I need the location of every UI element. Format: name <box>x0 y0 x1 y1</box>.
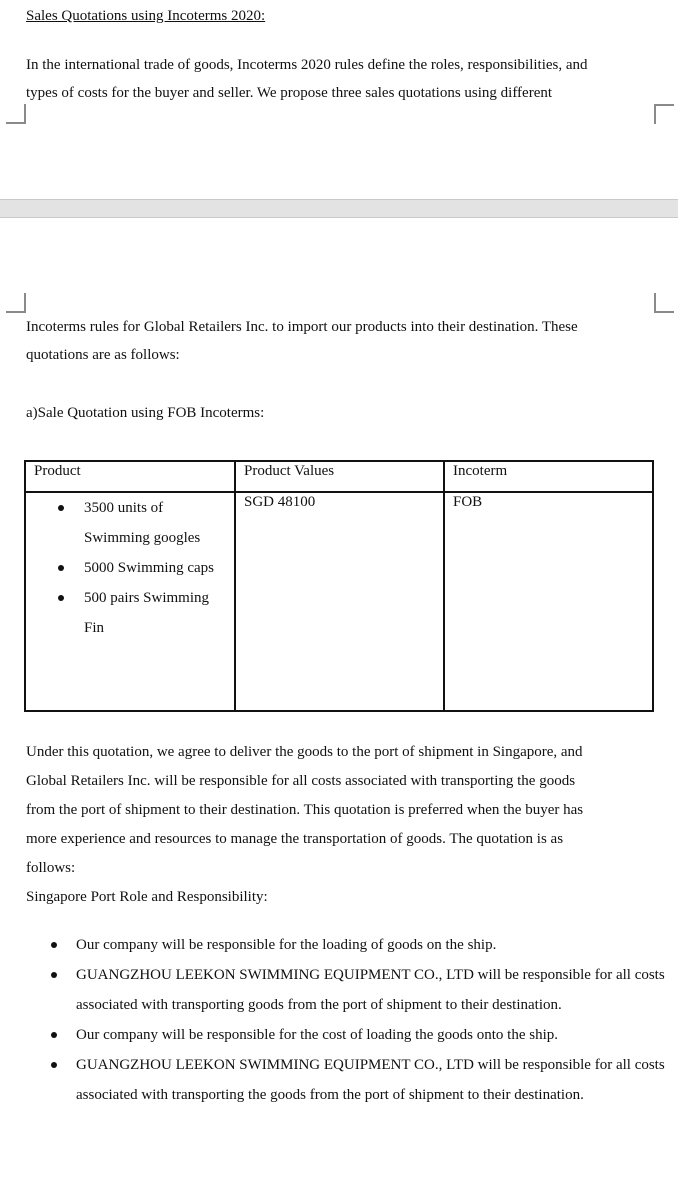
page-corner-mark-icon <box>6 293 26 313</box>
page-break-gap <box>0 199 678 218</box>
product-cell <box>25 492 235 711</box>
page-corner-mark-icon <box>654 104 674 124</box>
incoterm-cell: FOB <box>444 492 653 711</box>
list-item: GUANGZHOU LEEKON SWIMMING EQUIPMENT CO., LTD will be responsible for all costs associated with transporting the goods from the port of shipment to their destination. <box>26 1050 666 1110</box>
intro-line-1: In the international trade of goods, Incoterms 2020 rules define the roles, responsibilities, and <box>26 57 588 73</box>
column-header-product-values: Product Values <box>235 461 444 492</box>
column-header-incoterm: Incoterm <box>444 461 653 492</box>
list-item: GUANGZHOU LEEKON SWIMMING EQUIPMENT CO., LTD will be responsible for all costs associated with transporting goods from the port of shipment to their destination. <box>26 960 666 1020</box>
subheading: Singapore Port Role and Responsibility: <box>26 889 268 905</box>
continued-line-2: quotations are as follows: <box>26 347 180 363</box>
explanation-line: Global Retailers Inc. will be responsible for all costs associated with transporting the goods <box>26 773 576 789</box>
explanation-line: more experience and resources to manage the transportation of goods. The quotation is as <box>26 831 564 847</box>
list-item: 3500 units of Swimming googles <box>34 493 230 553</box>
responsibility-list <box>26 930 666 1110</box>
list-item: 5000 Swimming caps <box>34 553 230 583</box>
intro-line-2: types of costs for the buyer and seller. We propose three sales quotations using different <box>26 85 553 101</box>
document-title: Sales Quotations using Incoterms 2020: <box>26 8 266 24</box>
explanation-line: Under this quotation, we agree to deliver the goods to the port of shipment in Singapore, and <box>26 744 583 760</box>
column-header-product: Product <box>25 461 235 492</box>
page-corner-mark-icon <box>6 104 26 124</box>
explanation-line: follows: <box>26 860 76 876</box>
table-row <box>25 492 653 711</box>
section-heading: a)Sale Quotation using FOB Incoterms: <box>26 405 265 421</box>
list-item: Our company will be responsible for the cost of loading the goods onto the ship. <box>26 1020 666 1050</box>
continued-line-1: Incoterms rules for Global Retailers Inc. to import our products into their destination. These <box>26 319 578 335</box>
product-list <box>34 493 230 643</box>
table-header-row <box>25 461 653 492</box>
page-corner-mark-icon <box>654 293 674 313</box>
list-item: Our company will be responsible for the loading of goods on the ship. <box>26 930 666 960</box>
product-value-cell: SGD 48100 <box>235 492 444 711</box>
quotation-table <box>24 460 654 712</box>
list-item: 500 pairs Swimming Fin <box>34 583 230 643</box>
explanation-line: from the port of shipment to their destination. This quotation is preferred when the buyer has <box>26 802 584 818</box>
